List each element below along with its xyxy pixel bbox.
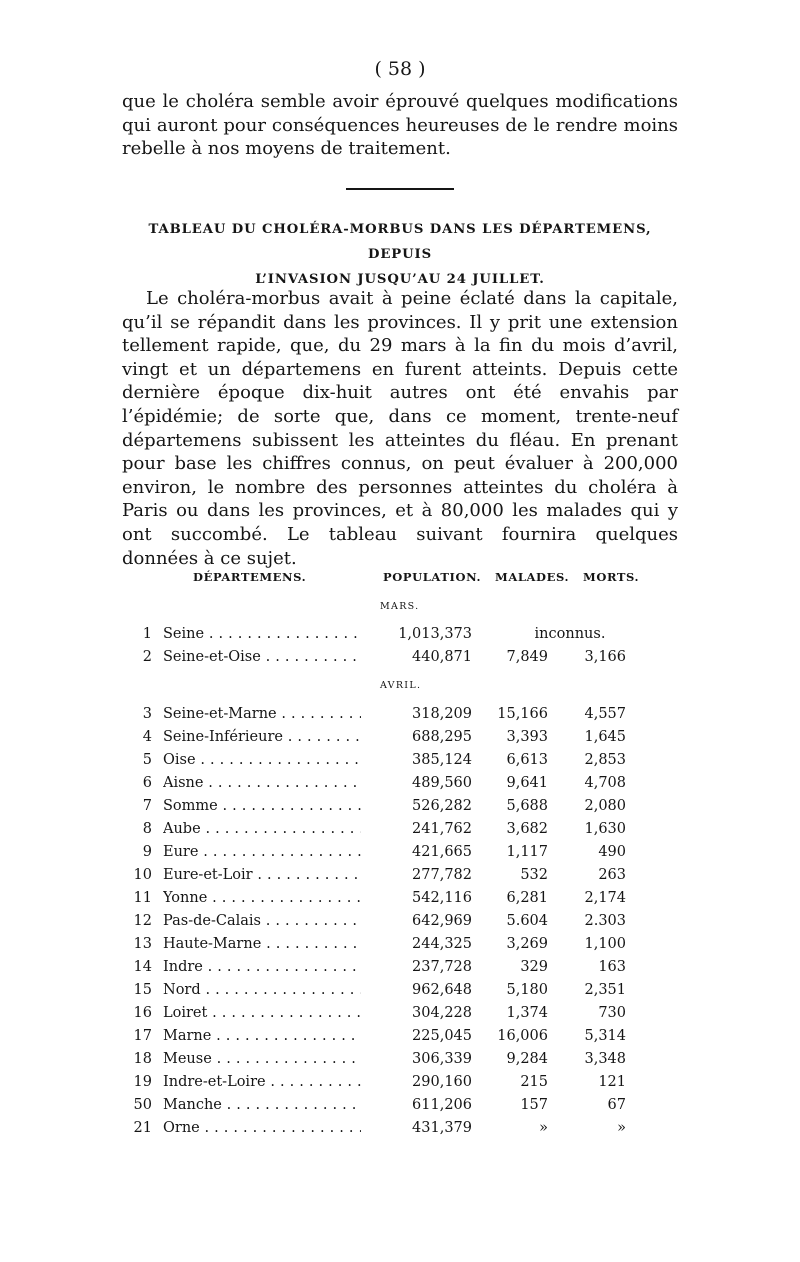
- row-number: 6: [142, 775, 152, 791]
- intro-paragraph: que le choléra semble avoir éprouvé quelques modifications qui auront pour conséquences heureuses de le rendre moins rebelle à nos moyens de traitement.: [122, 91, 678, 160]
- table-row: [0, 1002, 800, 1024]
- malades-value: 215: [520, 1074, 548, 1090]
- table-row: [0, 1025, 800, 1047]
- population-value: 431,379: [412, 1120, 472, 1136]
- table-row: [0, 1048, 800, 1070]
- department-name: Eure . . .: [163, 841, 361, 863]
- morts-value: 2,174: [584, 890, 626, 906]
- department-name: Pas-de-Calais . . .: [163, 910, 361, 932]
- table-row: [0, 841, 800, 863]
- morts-value: 1,630: [584, 821, 626, 837]
- department-name: Seine . . .: [163, 623, 361, 645]
- department-name: Marne . . .: [163, 1025, 361, 1047]
- morts-value: 2.303: [584, 913, 626, 929]
- morts-value: 67: [607, 1097, 626, 1113]
- row-number: 14: [133, 959, 152, 975]
- row-number: 21: [133, 1120, 152, 1136]
- department-name: Seine-Inférieure . . .: [163, 726, 361, 748]
- table-row: [0, 703, 800, 725]
- morts-value: 3,348: [584, 1051, 626, 1067]
- morts-value: 2,853: [584, 752, 626, 768]
- malades-value: 9,284: [506, 1051, 548, 1067]
- population-value: 688,295: [412, 729, 472, 745]
- table-row: [0, 646, 800, 668]
- table-row: [0, 818, 800, 840]
- population-value: 237,728: [412, 959, 472, 975]
- department-name: Haute-Marne . . .: [163, 933, 361, 955]
- morts-value: 1,645: [584, 729, 626, 745]
- table-row: [0, 772, 800, 794]
- header-population: POPULATION.: [383, 570, 482, 584]
- population-value: 642,969: [412, 913, 472, 929]
- population-value: 526,282: [412, 798, 472, 814]
- section-heading-line-2: L’INVASION JUSQU’AU 24 JUILLET.: [255, 272, 545, 287]
- department-name: Nord . . .: [163, 979, 361, 1001]
- row-number: 17: [133, 1028, 152, 1044]
- table-row: [0, 933, 800, 955]
- morts-value: 490: [598, 844, 626, 860]
- malades-value: 532: [520, 867, 548, 883]
- row-number: 11: [133, 890, 152, 906]
- malades-value: »: [539, 1120, 548, 1136]
- table-row: [0, 1117, 800, 1139]
- morts-value: »: [617, 1120, 626, 1136]
- malades-value: 3,393: [506, 729, 548, 745]
- table-row: [0, 910, 800, 932]
- population-value: 318,209: [412, 706, 472, 722]
- table-row: [0, 979, 800, 1001]
- malades-value: 7,849: [506, 649, 548, 665]
- malades-value: 157: [520, 1097, 548, 1113]
- row-number: 9: [142, 844, 152, 860]
- page-number: ( 58 ): [374, 58, 426, 80]
- table-row: [0, 864, 800, 886]
- table-row: [0, 956, 800, 978]
- malades-value: 5.604: [506, 913, 548, 929]
- malades-value: 329: [520, 959, 548, 975]
- department-name: Orne . . .: [163, 1117, 361, 1139]
- morts-value: 2,351: [584, 982, 626, 998]
- morts-value: 263: [598, 867, 626, 883]
- row-number: 2: [142, 649, 152, 665]
- row-number: 18: [133, 1051, 152, 1067]
- department-name: Aube . . .: [163, 818, 361, 840]
- population-value: 306,339: [412, 1051, 472, 1067]
- malades-value: 1,374: [506, 1005, 548, 1021]
- malades-value: 6,281: [506, 890, 548, 906]
- row-number: 4: [142, 729, 152, 745]
- department-name: Loiret . . .: [163, 1002, 361, 1024]
- row-number: 19: [133, 1074, 152, 1090]
- row-number: 1: [142, 626, 152, 642]
- population-value: 611,206: [412, 1097, 472, 1113]
- header-morts: MORTS.: [583, 570, 640, 584]
- malades-value: 5,180: [506, 982, 548, 998]
- morts-value: 4,708: [584, 775, 626, 791]
- row-number: 5: [142, 752, 152, 768]
- population-value: 225,045: [412, 1028, 472, 1044]
- population-value: 385,124: [412, 752, 472, 768]
- row-number: 16: [133, 1005, 152, 1021]
- malades-value: 6,613: [506, 752, 548, 768]
- population-value: 241,762: [412, 821, 472, 837]
- table-row: [0, 749, 800, 771]
- malades-value: 5,688: [506, 798, 548, 814]
- department-name: Somme . . .: [163, 795, 361, 817]
- row-number: 8: [142, 821, 152, 837]
- population-value: 542,116: [412, 890, 472, 906]
- morts-value: 730: [598, 1005, 626, 1021]
- section-heading: [122, 217, 678, 292]
- department-name: Indre-et-Loire . . .: [163, 1071, 361, 1093]
- row-number: 13: [133, 936, 152, 952]
- morts-value: 3,166: [584, 649, 626, 665]
- malades-value: 3,269: [506, 936, 548, 952]
- department-name: Indre . . .: [163, 956, 361, 978]
- morts-value: 121: [598, 1074, 626, 1090]
- row-number: 3: [142, 706, 152, 722]
- table-row: [0, 623, 800, 645]
- morts-value: 5,314: [584, 1028, 626, 1044]
- malades-value: 15,166: [497, 706, 548, 722]
- body-paragraph: Le choléra-morbus avait à peine éclaté dans la capitale, qu’il se répandit dans les provinces. Il y prit une extension tellement rapide, que, du 29 mars à la fin du mois d’avril, vingt et un départemens en furent atteints. Depuis cette dernière époque dix-huit autres ont été envahis par l’épidémie; de sorte que, dans ce moment, trente-neuf départemens subissent les atteintes du fléau. En prenant pour base les chiffres connus, on peut évaluer à 200,000 environ, le nombre des personnes atteintes du choléra à Paris ou dans les provinces, et à 80,000 les malades qui y ont succombé. Le tableau suivant fournira quelques données à ce sujet.: [122, 288, 678, 569]
- unknown-value: inconnus.: [534, 626, 606, 642]
- morts-value: 2,080: [584, 798, 626, 814]
- row-number: 50: [133, 1097, 152, 1113]
- row-number: 15: [133, 982, 152, 998]
- department-name: Yonne . . .: [163, 887, 361, 909]
- population-value: 440,871: [412, 649, 472, 665]
- malades-value: 16,006: [497, 1028, 548, 1044]
- morts-value: 163: [598, 959, 626, 975]
- header-departements: DÉPARTEMENS.: [193, 570, 307, 584]
- period-label-avril: AVRIL.: [380, 680, 422, 691]
- population-value: 962,648: [412, 982, 472, 998]
- department-name: Eure-et-Loir . . .: [163, 864, 361, 886]
- population-value: 290,160: [412, 1074, 472, 1090]
- population-value: 489,560: [412, 775, 472, 791]
- department-name: Seine-et-Marne . . .: [163, 703, 361, 725]
- morts-value: 1,100: [584, 936, 626, 952]
- table-row: [0, 726, 800, 748]
- header-malades: MALADES.: [495, 570, 570, 584]
- department-name: Manche . . .: [163, 1094, 361, 1116]
- population-value: 421,665: [412, 844, 472, 860]
- department-name: Seine-et-Oise . . .: [163, 646, 361, 668]
- row-number: 10: [133, 867, 152, 883]
- malades-value: 3,682: [506, 821, 548, 837]
- department-name: Oise . . .: [163, 749, 361, 771]
- row-number: 7: [142, 798, 152, 814]
- population-value: 244,325: [412, 936, 472, 952]
- population-value: 304,228: [412, 1005, 472, 1021]
- department-name: Meuse . . .: [163, 1048, 361, 1070]
- table-row: [0, 1094, 800, 1116]
- population-value: 277,782: [412, 867, 472, 883]
- table-row: [0, 1071, 800, 1093]
- row-number: 12: [133, 913, 152, 929]
- morts-value: 4,557: [584, 706, 626, 722]
- table-row: [0, 887, 800, 909]
- malades-value: 1,117: [506, 844, 548, 860]
- department-name: Aisne . . .: [163, 772, 361, 794]
- population-value: 1,013,373: [398, 626, 472, 642]
- table-row: [0, 795, 800, 817]
- section-heading-line-1: TABLEAU DU CHOLÉRA-MORBUS DANS LES DÉPARTEMENS, DEPUIS: [148, 222, 652, 262]
- malades-value: 9,641: [506, 775, 548, 791]
- period-label-mars: MARS.: [380, 601, 420, 612]
- section-divider: [346, 188, 454, 190]
